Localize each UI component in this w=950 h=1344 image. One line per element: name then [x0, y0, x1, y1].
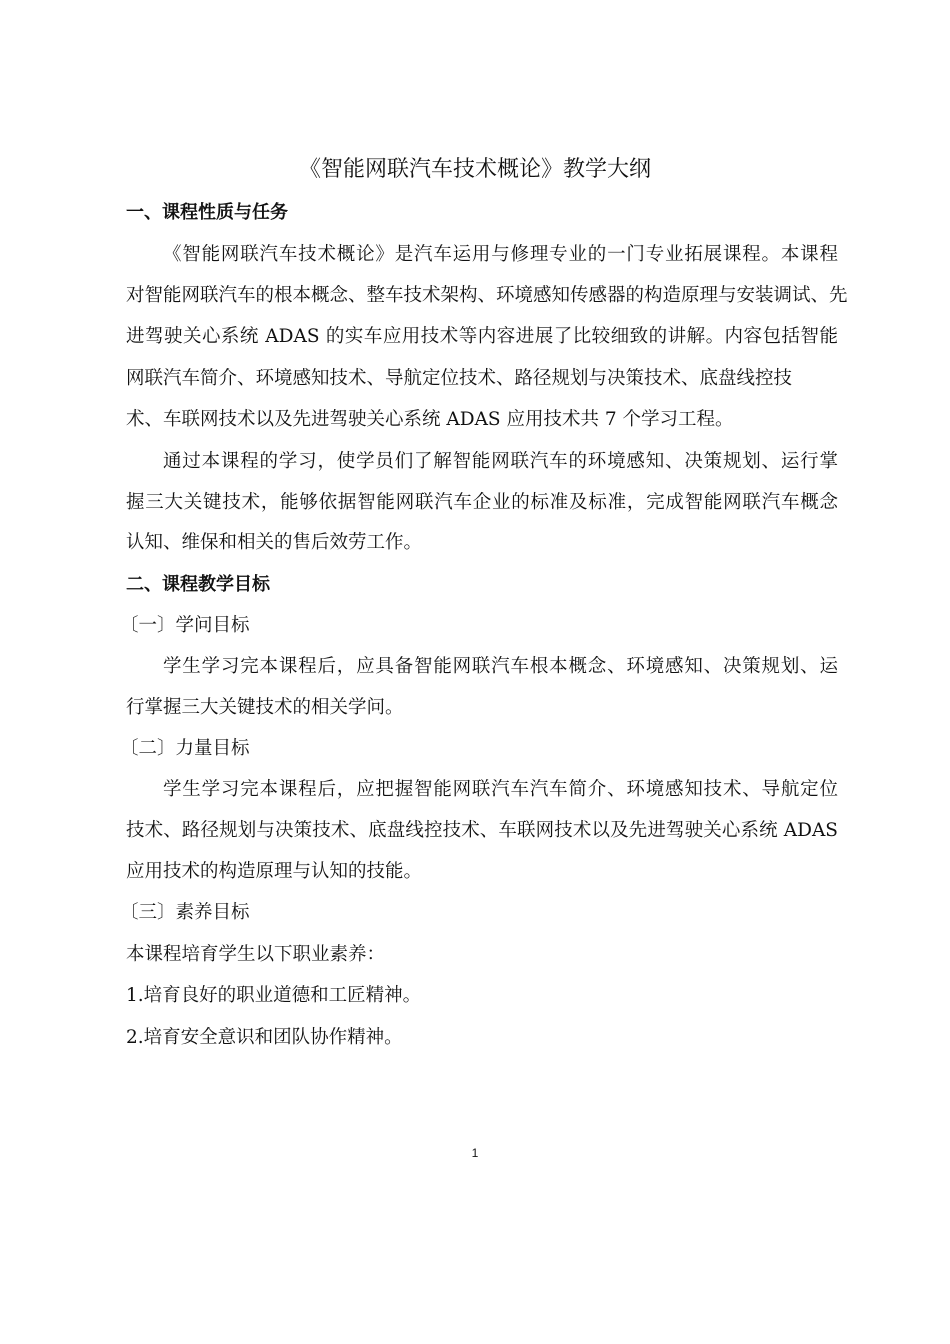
subsection-heading-literacy: 〔三〕素养目标	[120, 902, 250, 923]
subsection-heading-knowledge: 〔一〕学问目标	[120, 615, 250, 636]
paragraph-line: 技术、路径规划与决策技术、底盘线控技术、车联网技术以及先进驾驶关心系统 ADAS	[126, 820, 838, 841]
paragraph-line: 对智能网联汽车的根本概念、整车技术架构、环境感知传感器的构造原理与安装调试、先	[126, 285, 848, 306]
list-item: 1.培育良好的职业道德和工匠精神。	[126, 985, 422, 1006]
paragraph-line: 进驾驶关心系统 ADAS 的实车应用技术等内容进展了比较细致的讲解。内容包括智能	[126, 326, 838, 347]
document-title: 《智能网联汽车技术概论》教学大纲	[298, 157, 651, 182]
list-item: 2.培育安全意识和团队协作精神。	[126, 1027, 403, 1048]
paragraph-line: 认知、维保和相关的售后效劳工作。	[126, 532, 423, 553]
paragraph-line: 通过本课程的学习，使学员们了解智能网联汽车的环境感知、决策规划、运行掌	[163, 451, 838, 472]
paragraph-line: 握三大关键技术，能够依据智能网联汽车企业的标准及标准，完成智能网联汽车概念	[126, 492, 838, 513]
paragraph-line: 本课程培育学生以下职业素养：	[126, 944, 386, 965]
paragraph-line: 行掌握三大关键技术的相关学问。	[126, 697, 404, 718]
paragraph-line: 网联汽车简介、环境感知技术、导航定位技术、路径规划与决策技术、底盘线控技	[126, 368, 793, 389]
paragraph-line: 学生学习完本课程后，应把握智能网联汽车汽车简介、环境感知技术、导航定位	[163, 779, 838, 800]
paragraph-line: 应用技术的构造原理与认知的技能。	[126, 861, 423, 882]
section-heading-2: 二、课程教学目标	[126, 574, 270, 595]
paragraph-line: 学生学习完本课程后，应具备智能网联汽车根本概念、环境感知、决策规划、运	[163, 656, 838, 677]
paragraph-line: 术、车联网技术以及先进驾驶关心系统 ADAS 应用技术共 7 个学习工程。	[126, 409, 734, 430]
section-heading-1: 一、课程性质与任务	[126, 202, 288, 223]
subsection-heading-ability: 〔二〕力量目标	[120, 738, 250, 759]
paragraph-line: 《智能网联汽车技术概论》是汽车运用与修理专业的一门专业拓展课程。本课程	[163, 244, 838, 265]
page-number: 1	[471, 1146, 479, 1160]
